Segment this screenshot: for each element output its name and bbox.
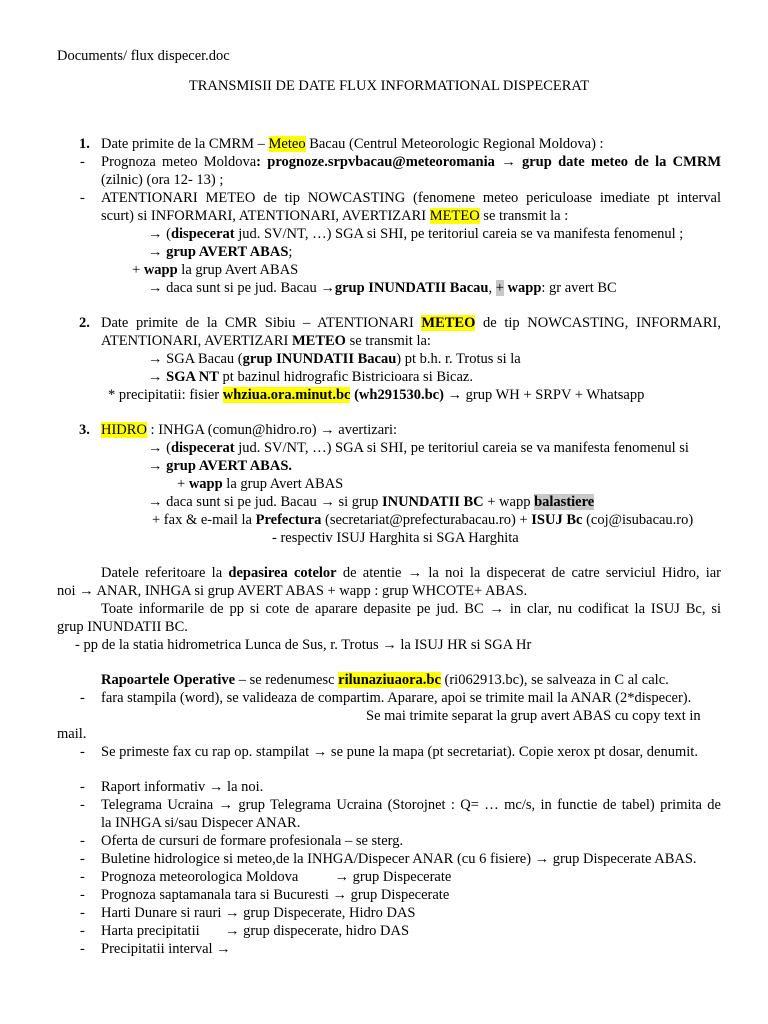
paragraph-line: Se primeste fax cu rap op. stampilat → se pune la mapa (pt secretariat). Copie xerox pt dosar, denumit. bbox=[101, 744, 698, 760]
list-item: Raport informativ → la noi. bbox=[101, 779, 264, 795]
paragraph-line: * precipitatii: fisier whziua.ora.minut.bc (wh291530.bc) → grup WH + SRPV + Whatsapp bbox=[108, 387, 645, 403]
paragraph-line: Rapoartele Operative – se redenumesc rilunaziuaora.bc (ri062913.bc), se salveaza in C al calc. bbox=[101, 672, 669, 688]
list-item: Oferta de cursuri de formare profesionala – se sterg. bbox=[101, 833, 404, 849]
paragraph-line: Toate informarile de pp si cote de aparare depasite pe jud. BC → in clar, nu codificat la ISUJ Bc, si bbox=[101, 601, 721, 617]
paragraph-line: → SGA Bacau (grup INUNDATII Bacau) pt b.h. r. Trotus si la bbox=[148, 351, 521, 367]
section-heading: Date primite de la CMR Sibiu – ATENTIONARI METEO de tip NOWCASTING, INFORMARI, bbox=[101, 315, 721, 331]
dash-marker: - bbox=[80, 923, 85, 939]
dash-marker: - bbox=[80, 779, 85, 795]
section-heading: HIDRO : INHGA (comun@hidro.ro) → avertizari: bbox=[101, 422, 398, 438]
paragraph-line: noi → ANAR, INHGA si grup AVERT ABAS + wapp : grup WHCOTE+ ABAS. bbox=[57, 583, 528, 599]
dash-marker: - bbox=[80, 154, 85, 170]
document-path: Documents/ flux dispecer.doc bbox=[57, 48, 230, 64]
paragraph-line: mail. bbox=[57, 726, 87, 742]
paragraph-line: → SGA NT pt bazinul hidrografic Bistricioara si Bicaz. bbox=[148, 369, 473, 385]
list-item: Prognoza meteorologica Moldova → grup Dispecerate bbox=[101, 869, 452, 885]
dash-marker: - bbox=[80, 190, 85, 206]
paragraph-line: Se mai trimite separat la grup avert ABAS cu copy text in bbox=[366, 708, 701, 724]
paragraph-line: + fax & e-mail la Prefectura (secretariat@prefecturabacau.ro) + ISUJ Bc (coj@isubacau.ro) bbox=[152, 512, 694, 528]
paragraph-line: ATENTIONARI, AVERTIZARI METEO se transmit la: bbox=[101, 333, 431, 349]
paragraph-line: → grup AVERT ABAS; bbox=[148, 244, 293, 260]
list-item: Harti Dunare si rauri → grup Dispecerate, Hidro DAS bbox=[101, 905, 416, 921]
list-item: Prognoza saptamanala tara si Bucuresti → grup Dispecerate bbox=[101, 887, 450, 903]
paragraph-line: Datele referitoare la depasirea cotelor de atentie → la noi la dispecerat de catre serviciul Hidro, iar bbox=[101, 565, 721, 581]
paragraph-line: ATENTIONARI METEO de tip NOWCASTING (fenomene meteo periculoase imediate pt interval bbox=[101, 190, 721, 206]
page-title: TRANSMISII DE DATE FLUX INFORMATIONAL DISPECERAT bbox=[188, 78, 590, 94]
dash-marker: - bbox=[80, 905, 85, 921]
list-item: Precipitatii interval → bbox=[101, 941, 231, 957]
paragraph-line: (zilnic) (ora 12- 13) ; bbox=[101, 172, 224, 188]
section-number: 3. bbox=[79, 422, 90, 438]
dash-marker: - bbox=[80, 851, 85, 867]
paragraph-line: → daca sunt si pe jud. Bacau →grup INUNDATII Bacau, + wapp: gr avert BC bbox=[148, 280, 617, 296]
section-number: 1. bbox=[79, 136, 90, 152]
dash-marker: - bbox=[80, 941, 85, 957]
dash-marker: - bbox=[80, 833, 85, 849]
paragraph-line: → daca sunt si pe jud. Bacau → si grup INUNDATII BC + wapp balastiere bbox=[148, 494, 595, 510]
paragraph-line: - respectiv ISUJ Harghita si SGA Harghita bbox=[272, 530, 519, 546]
dash-marker: - bbox=[80, 690, 85, 706]
section-heading: Date primite de la CMRM – Meteo Bacau (Centrul Meteorologic Regional Moldova) : bbox=[101, 136, 604, 152]
paragraph-line: fara stampila (word), se valideaza de compartim. Aparare, apoi se trimite mail la ANAR (2*dispecer). bbox=[101, 690, 692, 706]
list-item: Telegrama Ucraina → grup Telegrama Ucraina (Storojnet : Q= … mc/s, in functie de tabel) primita de bbox=[101, 797, 721, 813]
dash-marker: - bbox=[80, 869, 85, 885]
list-item: Buletine hidrologice si meteo,de la INHGA/Dispecer ANAR (cu 6 fisiere) → grup Dispecerate ABAS. bbox=[101, 851, 697, 867]
dash-marker: - bbox=[80, 744, 85, 760]
paragraph-line: + wapp la grup Avert ABAS bbox=[132, 262, 299, 278]
list-item: Harta precipitatii → grup dispecerate, hidro DAS bbox=[101, 923, 410, 939]
paragraph-line: → (dispecerat jud. SV/NT, …) SGA si SHI, pe teritoriul careia se va manifesta fenomenul ; bbox=[148, 226, 684, 242]
paragraph-line: - pp de la statia hidrometrica Lunca de Sus, r. Trotus → la ISUJ HR si SGA Hr bbox=[75, 637, 532, 653]
paragraph-line: + wapp la grup Avert ABAS bbox=[177, 476, 344, 492]
paragraph-line: scurt) si INFORMARI, ATENTIONARI, AVERTIZARI METEO se transmit la : bbox=[101, 208, 569, 224]
dash-marker: - bbox=[80, 797, 85, 813]
list-item-continuation: la INHGA si/sau Dispecer ANAR. bbox=[101, 815, 301, 831]
dash-marker: - bbox=[80, 887, 85, 903]
paragraph-line: → (dispecerat jud. SV/NT, …) SGA si SHI, pe teritoriul careia se va manifesta fenomenul si bbox=[148, 440, 689, 456]
paragraph-line: → grup AVERT ABAS. bbox=[148, 458, 293, 474]
paragraph-line: grup INUNDATII BC. bbox=[57, 619, 188, 635]
paragraph-line: Prognoza meteo Moldova: prognoze.srpvbacau@meteoromania → grup date meteo de la CMRM bbox=[101, 154, 721, 170]
section-number: 2. bbox=[79, 315, 90, 331]
